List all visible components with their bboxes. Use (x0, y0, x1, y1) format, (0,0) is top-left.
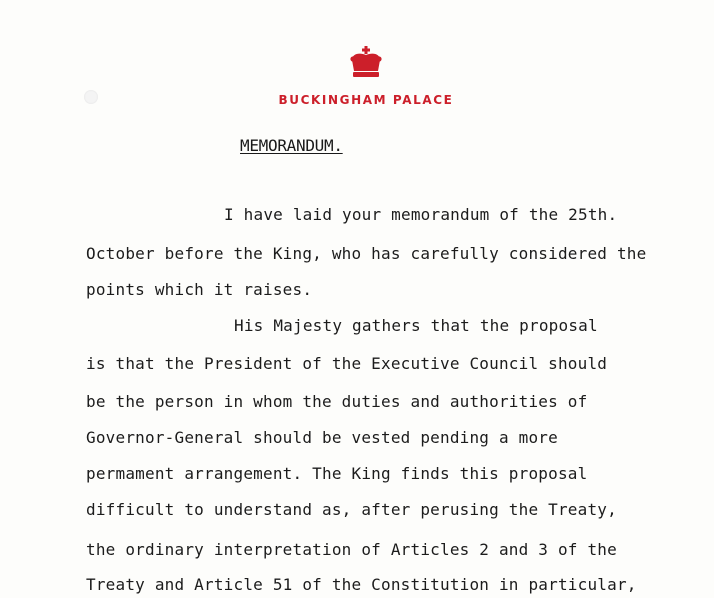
body-line: October before the King, who has carefully considered the (86, 244, 647, 263)
body-line: Governor-General should be vested pending a more (86, 428, 558, 447)
body-line: is that the President of the Executive Council should (86, 354, 608, 373)
body-line: I have laid your memorandum of the 25th. (224, 205, 618, 224)
body-line: the ordinary interpretation of Articles 2 and 3 of the (86, 540, 617, 559)
royal-crown-icon (349, 46, 383, 80)
memo-heading: MEMORANDUM. (240, 136, 343, 155)
body-line: points which it raises. (86, 280, 313, 299)
body-line: be the person in whom the duties and authorities of (86, 392, 588, 411)
body-line: His Majesty gathers that the proposal (234, 316, 598, 335)
body-line: difficult to understand as, after perusing the Treaty, (86, 500, 617, 519)
punch-hole (84, 90, 98, 104)
body-line: Treaty and Article 51 of the Constitution in particular, (86, 575, 637, 594)
letterhead-title: BUCKINGHAM PALACE (278, 93, 454, 107)
body-line: permament arrangement. The King finds this proposal (86, 464, 588, 483)
